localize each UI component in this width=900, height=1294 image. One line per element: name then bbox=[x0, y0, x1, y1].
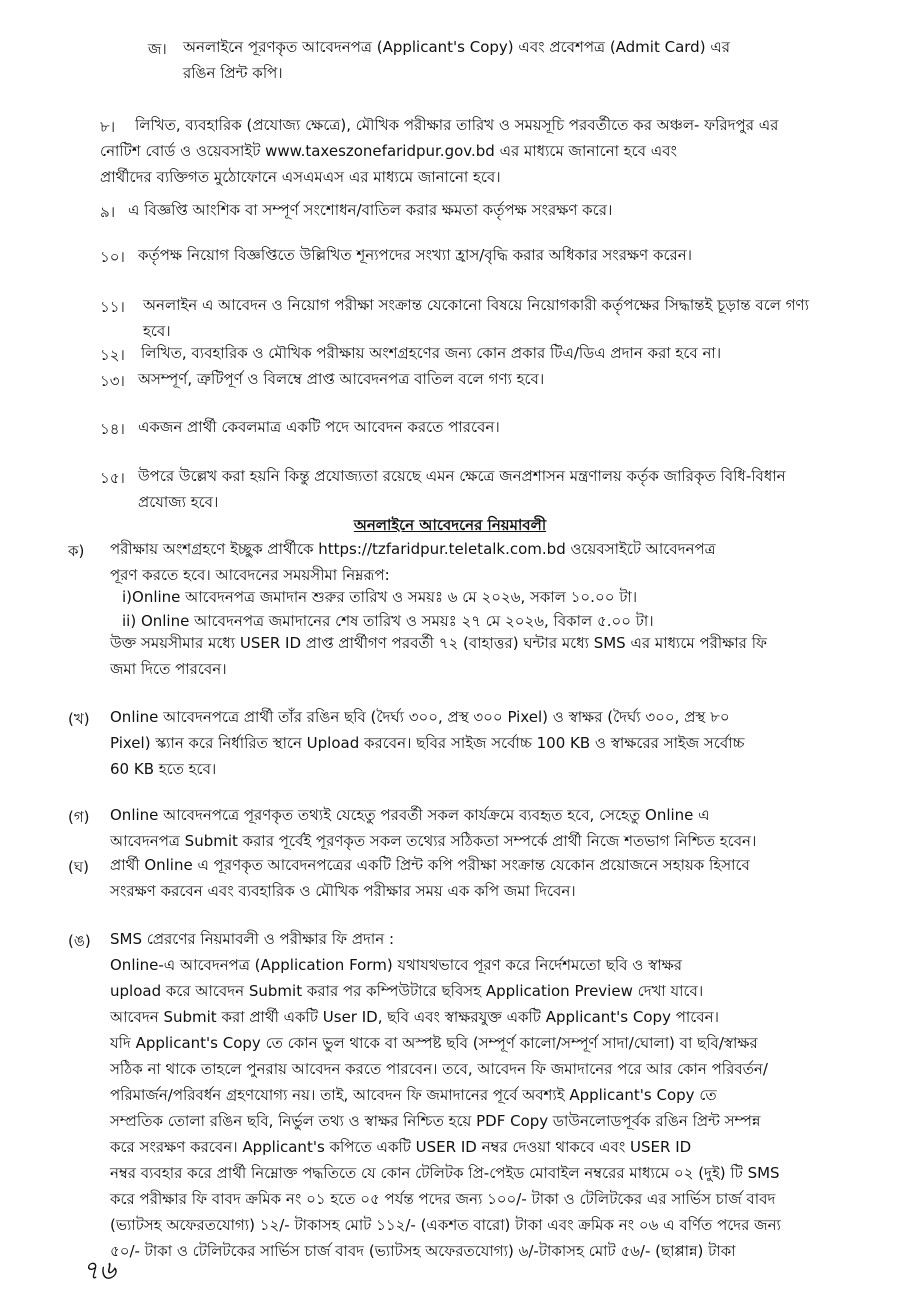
item-text: এ বিজ্ঞপ্তি আংশিক বা সম্পূর্ণ সংশোধন/বাতিল করার ক্ষমতা কর্তৃপক্ষ সংরক্ষণ করে। bbox=[128, 201, 613, 219]
application-start-date: i)Online আবেদনপত্র জমাদান শুরুর তারিখ ও সময়ঃ ৬ মে ২০২৬, সকাল ১০.০০ টা। bbox=[122, 588, 638, 606]
item-number: ১২। bbox=[100, 346, 125, 364]
item-text: অনলাইন এ আবেদন ও নিয়োগ পরীক্ষা সংক্রান্ত যেকোনো বিষয়ে নিয়োগকারী কর্তৃপক্ষের সিদ্ধান্তই চূড়ান্ত বলে গণ্য হবে। bbox=[143, 296, 809, 340]
section-heading: অনলাইনে আবেদনের নিয়মাবলী bbox=[353, 516, 547, 534]
item-number: ১০। bbox=[100, 248, 125, 266]
handwritten-page-number: ৭৬ bbox=[82, 1256, 116, 1286]
item-number: ক) bbox=[68, 542, 85, 560]
item-number: ১৩। bbox=[100, 372, 125, 390]
item-number: ১৪। bbox=[100, 420, 125, 438]
item-text: লিখিত, ব্যবহারিক ও মৌখিক পরীক্ষায় অংশগ্রহণের জন্য কোন প্রকার টিএ/ডিএ প্রদান করা হবে না। bbox=[141, 344, 722, 362]
item-number: (গ) bbox=[68, 808, 90, 826]
item-text: কর্তৃপক্ষ নিয়োগ বিজ্ঞপ্তিতে উল্লিখিত শূন্যপদের সংখ্যা হ্রাস/বৃদ্ধি করার অধিকার সংরক্ষণ করেন। bbox=[138, 246, 693, 264]
item-text: প্রার্থী Online এ পূরণকৃত আবেদনপত্রের একটি প্রিন্ট কপি পরীক্ষা সংক্রান্ত যেকোন প্রয়োজনে সহায়ক হিসাবে সংরক্ষণ করবেন এবং ব্যবহারিক ও মৌখিক পরীক্ষার সময় এক কপি জমা দিবেন। bbox=[110, 856, 750, 900]
item-text: পরীক্ষায় অংশগ্রহণে ইচ্ছুক প্রার্থীকে https://tzfaridpur.teletalk.com.bd ওয়েবসাইটে আবেদনপত্র পূরণ করতে হবে। আবেদনের সময়সীমা নিম্নরূপ: bbox=[110, 540, 716, 584]
item-number: ৮। bbox=[100, 118, 116, 136]
item-text: একজন প্রার্থী কেবলমাত্র একটি পদে আবেদন করতে পারবেন। bbox=[138, 418, 500, 436]
item-text: অসম্পূর্ণ, ত্রুটিপূর্ণ ও বিলম্বে প্রাপ্ত আবেদনপত্র বাতিল বলে গণ্য হবে। bbox=[138, 370, 545, 388]
item-text: Online আবেদনপত্রে পূরণকৃত তথ্যই যেহেতু পরবর্তী সকল কার্যক্রমে ব্যবহৃত হবে, সেহেতু Online এ আবেদনপত্র Submit করার পূর্বেই পূরণকৃত সকল তথ্যের সঠিকতা সম্পর্কে প্রার্থী নিজে শতভাগ নিশ্চিত হবেন। bbox=[110, 806, 757, 850]
item-number: (খ) bbox=[68, 710, 90, 728]
item-number: ১৫। bbox=[100, 469, 125, 487]
item-text: Online আবেদনপত্রে প্রার্থী তাঁর রঙিন ছবি (দৈর্ঘ্য ৩০০, প্রস্থ ৩০০ Pixel) ও স্বাক্ষর (দৈর্ঘ্য ৩০০, প্রস্থ ৮০ Pixel) স্ক্যান করে নির্ধারিত স্থানে Upload করবেন। ছবির সাইজ সর্বোচ্চ 100 KB ও স্বাক্ষরের সাইজ সর্বোচ্চ 60 KB হতে হবে। bbox=[110, 708, 745, 778]
item-number: ৯। bbox=[100, 203, 116, 221]
item-number: (ঘ) bbox=[68, 858, 89, 876]
fee-payment-note: উক্ত সময়সীমার মধ্যে USER ID প্রাপ্ত প্রার্থীগণ পরবর্তী ৭২ (বাহাত্তর) ঘন্টার মধ্যে SMS এর মাধ্যমে পরীক্ষার ফি জমা দিতে পারবেন। bbox=[110, 634, 767, 678]
item-number: (ঙ) bbox=[68, 932, 91, 950]
sms-rules-title: SMS প্রেরণের নিয়মাবলী ও পরীক্ষার ফি প্রদান : bbox=[110, 930, 395, 948]
item-number: জ। bbox=[148, 40, 167, 58]
item-text: উপরে উল্লেখ করা হয়নি কিন্তু প্রযোজ্যতা রয়েছে এমন ক্ষেত্রে জনপ্রশাসন মন্ত্রণালয় কর্তৃক জারিকৃত বিধি-বিধান প্রযোজ্য হবে। bbox=[138, 467, 786, 511]
item-text: লিখিত, ব্যবহারিক (প্রযোজ্য ক্ষেত্রে), মৌখিক পরীক্ষার তারিখ ও সময়সূচি পরবর্তীতে কর অঞ্চল- ফরিদপুর এর নোটিশ বোর্ড ও ওয়েবসাইট www.taxeszonefaridpur.gov.bd এর মাধ্যমে জানানো হবে এবং প্রার্থীদের ব্যক্তিগত মুঠোফোনে এসএমএস এর মাধ্যমে জানানো হবে। bbox=[100, 116, 779, 186]
item-text: Online-এ আবেদনপত্র (Application Form) যথাযথভাবে পূরণ করে নির্দেশমতো ছবি ও স্বাক্ষর upload করে আবেদন Submit করার পর কম্পিউটারে ছবিসহ Application Preview দেখা যাবে। আবেদন Submit করা প্রার্থী একটি User ID, ছবি এবং স্বাক্ষরযুক্ত একটি Applicant's Copy পাবেন। যদি Applicant's Copy তে কোন ভুল থাকে বা অস্পষ্ট ছবি (সম্পূর্ণ কালো/সম্পূর্ণ সাদা/ঘোলা) বা ছবি/স্বাক্ষর সঠিক না থাকে তাহলে পুনরায় আবেদন করতে পারবেন। তবে, আবেদন ফি জমাদানের পরে আর কোন পরিবর্তন/ পরিমার্জন/পরিবর্ধন গ্রহণযোগ্য নয়। তাই, আবেদন ফি জমাদানের পূর্বে অবশ্যই Applicant's Copy তে সম্প্রতিক তোলা রঙিন ছবি, নির্ভুল তথ্য ও স্বাক্ষর নিশ্চিত হয়ে PDF Copy ডাউনলোডপূর্বক রঙিন প্রিন্ট সম্পন্ন করে সংরক্ষণ করবেন। Applicant's কপিতে একটি USER ID নম্বর দেওয়া থাকবে এবং USER ID নম্বর ব্যবহার করে প্রার্থী নিম্নোক্ত পদ্ধতিতে যে কোন টেলিটক প্রি-পেইড মোবাইল নম্বরের মাধ্যমে ০২ (দুই) টি SMS করে পরীক্ষার ফি বাবদ ক্রমিক নং ০১ হতে ০৫ পর্যন্ত পদের জন্য ১০০/- টাকা ও টেলিটকের এর সার্ভিস চার্জ বাবদ (ভ্যাটসহ অফেরতযোগ্য) ১২/- টাকাসহ মোট ১১২/- (একশত বারো) টাকা এবং ক্রমিক নং ০৬ এ বর্ণিত পদের জন্য ৫০/- টাকা ও টেলিটকের সার্ভিস চার্জ বাবদ (ভ্যাটসহ অফেরতযোগ্য) ৬/-টাকাসহ মোট ৫৬/- (ছাপ্পান্ন) টাকা bbox=[110, 956, 781, 1260]
item-text: অনলাইনে পূরণকৃত আবেদনপত্র (Applicant's Copy) এবং প্রবেশপত্র (Admit Card) এর রঙিন প্রিন্ট কপি। bbox=[183, 38, 730, 82]
item-number: ১১। bbox=[100, 298, 125, 316]
application-end-date: ii) Online আবেদনপত্র জমাদানের শেষ তারিখ ও সময়ঃ ২৭ মে ২০২৬, বিকাল ৫.০০ টা। bbox=[122, 612, 654, 630]
